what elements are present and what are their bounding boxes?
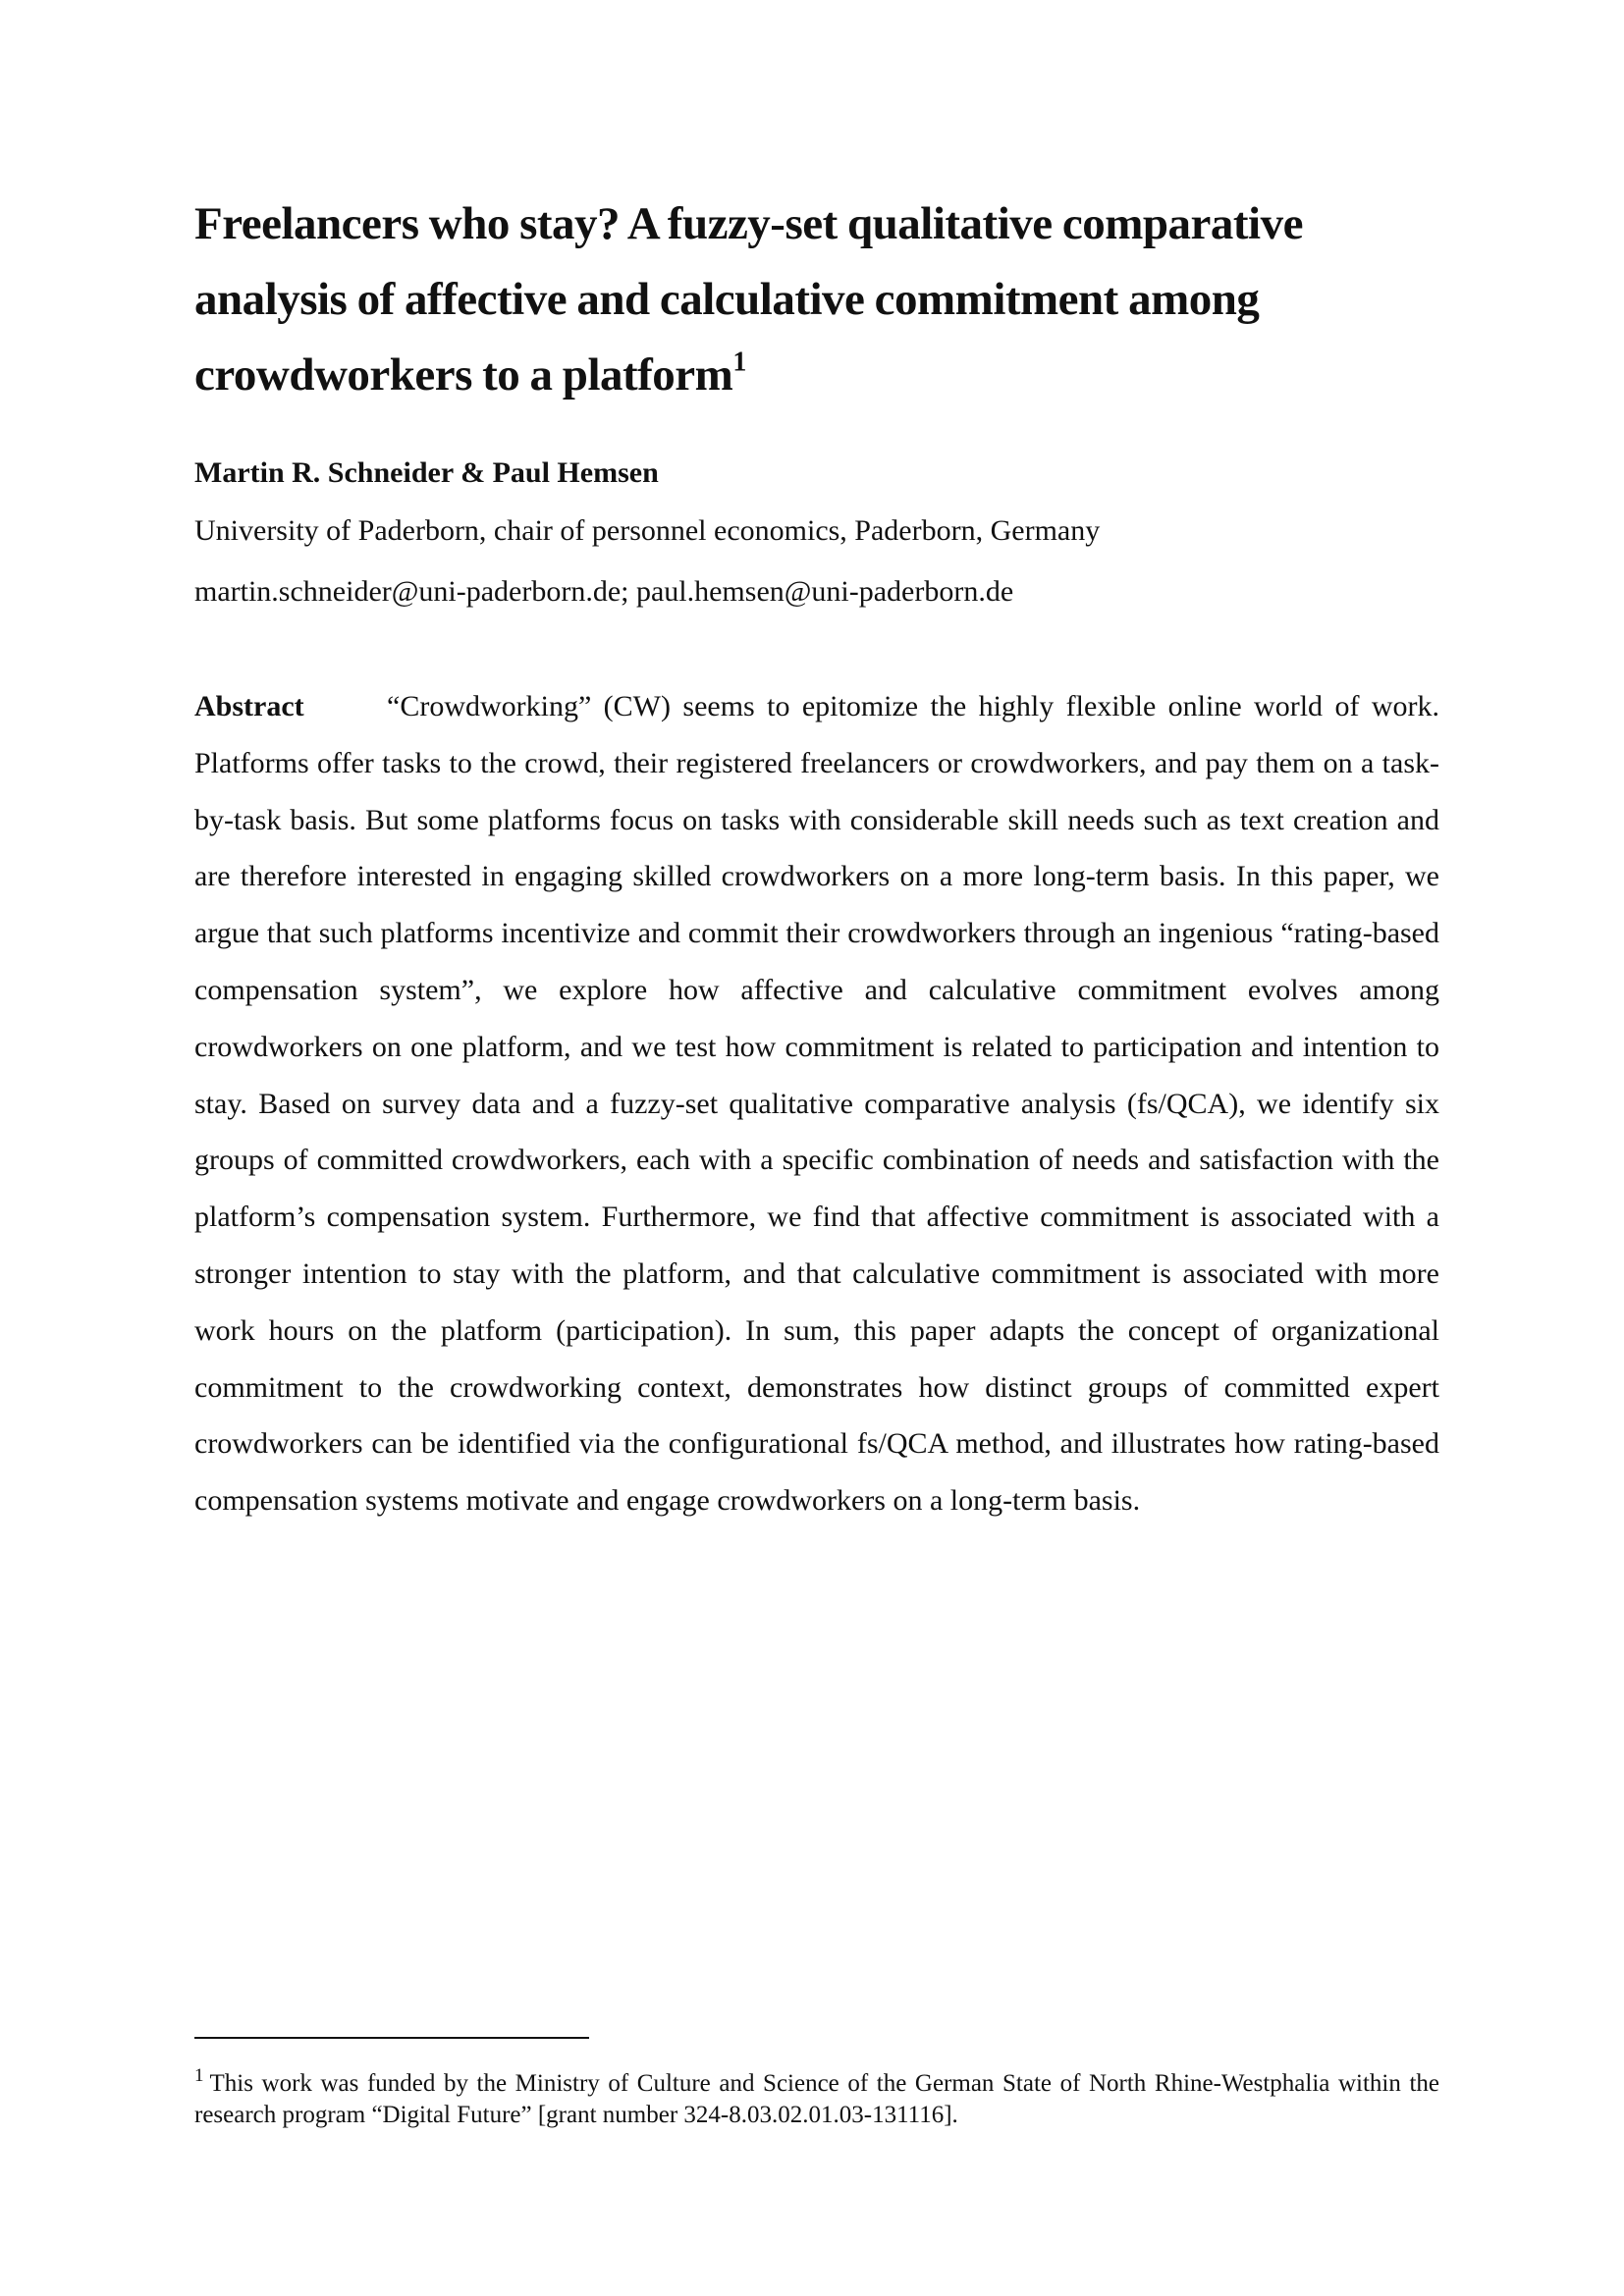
author-emails: martin.schneider@uni-paderborn.de; paul.hemsen@uni-paderborn.de xyxy=(194,575,1014,608)
author-list: Martin R. Schneider & Paul Hemsen xyxy=(194,456,659,489)
title-footnote-marker[interactable]: 1 xyxy=(732,347,746,378)
abstract-section xyxy=(194,678,1439,1529)
abstract-heading: Abstract xyxy=(194,690,304,722)
paper-page xyxy=(194,0,1439,2296)
paper-title xyxy=(194,187,1439,413)
paper-title-text: Freelancers who stay? A fuzzy-set qualitative comparative analysis of affective and calculative commitment among crowdworkers to a platform xyxy=(194,198,1303,400)
footnote-text: This work was funded by the Ministry of Culture and Science of the German State of North Rhine-Westphalia within the research program “Digital Future” [grant number 324-8.03.02.01.03-131116]. xyxy=(194,2070,1439,2128)
author-affiliation: University of Paderborn, chair of personnel economics, Paderborn, Germany xyxy=(194,514,1101,547)
abstract-body: “Crowdworking” (CW) seems to epitomize the highly flexible online world of work. Platforms offer tasks to the crowd, their registered freelancers or crowdworkers, and pay them on a task-by-task basis. But some platforms focus on tasks with considerable skill needs such as text creation and are therefore interested in engaging skilled crowdworkers on a more long-term basis. In this paper, we argue that such platforms incentivize and commit their crowdworkers through an ingenious “rating-based compensation system”, we explore how affective and calculative commitment evolves among crowdworkers on one platform, and we test how commitment is related to participation and intention to stay. Based on survey data and a fuzzy-set qualitative comparative analysis (fs/QCA), we identify six groups of committed crowdworkers, each with a specific combination of needs and satisfaction with the platform’s compensation system. Furthermore, we find that affective commitment is associated with a stronger intention to stay with the platform, and that calculative commitment is associated with more work hours on the platform (participation). In sum, this paper adapts the concept of organizational commitment to the crowdworking context, demonstrates how distinct groups of committed expert crowdworkers can be identified via the configurational fs/QCA method, and illustrates how rating-based compensation systems motivate and engage crowdworkers on a long-term basis. xyxy=(194,690,1439,1518)
footnote xyxy=(194,2064,1439,2131)
footnote-divider xyxy=(194,2037,589,2039)
footnote-marker: 1 xyxy=(194,2064,204,2086)
